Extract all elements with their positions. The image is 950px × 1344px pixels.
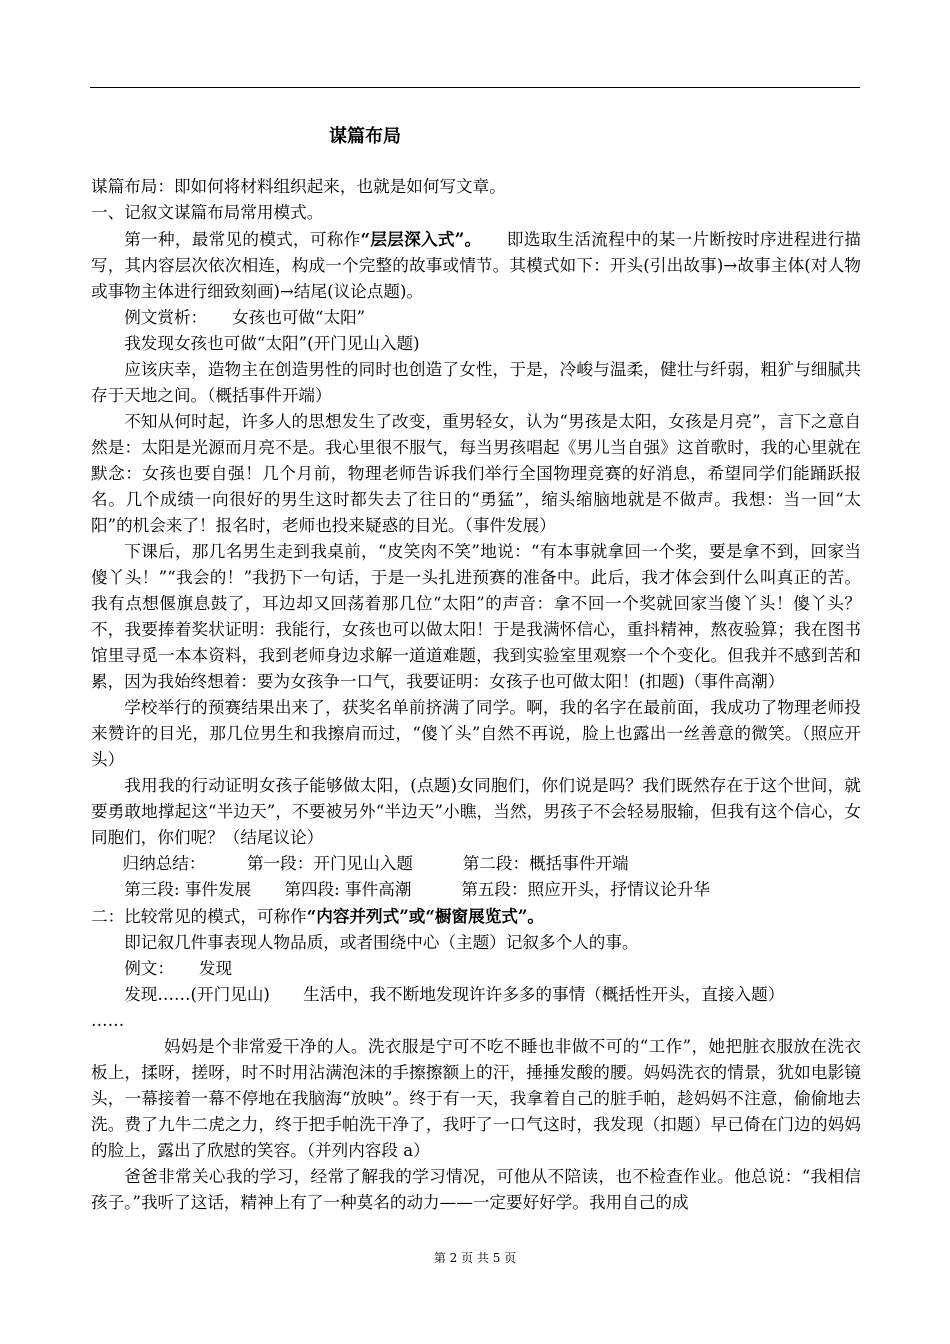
paragraph: 妈妈是个非常爱干净的人。洗衣服是宁可不吃不睡也非做不可的“工作”，她把脏衣服放在洗衣板上，揉呀，搓呀，时不时用沾满泡沫的手擦擦额上的汗，捶捶发酸的腰。妈妈洗衣的情景，犹如电影镜头，一幕接着一幕不停地在我脑海“放映”。终于有一天，我拿着自己的脏手帕，趁妈妈不注意，偷偷地去洗。费了九牛二虎之力，终于把手帕洗干净了，我吁了一口气这时，我发现（扣题）早已倚在门边的妈妈的脸上，露出了欣慰的笑容。（并列内容段 a）	[91, 1037, 861, 1160]
section-heading	[91, 903, 861, 930]
summary-line: 第三段: 事件发展 第四段: 事件高潮 第五段：照应开头，抒情议论升华	[124, 880, 711, 899]
bold-term: “内容并列式”或“橱窗展览式”。	[306, 906, 545, 926]
example-heading: 例文赏析： 女孩也可做“太阳”	[124, 308, 366, 327]
paragraph: 不知从何时起，许多人的思想发生了改变，重男轻女，认为“男孩是太阳，女孩是月亮”，言下之意自然是：太阳是光源而月亮不是。我心里很不服气，每当男孩唱起《男儿当自强》这首歌时，我的心里就在默念：女孩也要自强！几个月前，物理老师告诉我们举行全国物理竞赛的好消息，希望同学们能踊跃报名。几个成绩一向很好的男生这时都失去了往日的“勇猛”，缩头缩脑地就是不做声。我想：当一回“太阳”的机会来了！报名时，老师也投来疑惑的目光。（事件发展）	[91, 412, 861, 535]
document-body	[91, 174, 861, 1216]
paragraph: 我发现女孩也可做“太阳”(开门见山入题)	[124, 334, 420, 353]
bold-term: “层层深入式”。	[360, 229, 474, 249]
paragraph: 应该庆幸，造物主在创造男性的同时也创造了女性，于是，冷峻与温柔，健壮与纤弱，粗犷与细腻共存于天地之间。（概括事件开端）	[91, 360, 861, 405]
summary-line: 归纳总结： 第一段：开门见山入题 第二段：概括事件开端	[122, 854, 629, 873]
text-run: 二：比较常见的模式，可称作	[91, 907, 307, 926]
text-run: 即选取生活流程中的某一片断按时序进程进行描写，其内容层次依次相连，构成一个完整的故事或情节。其模式如下：开头(引出故事)→故事主体(对人物或事物主体进行细致刻画)→结尾(议论点题)。	[91, 230, 862, 301]
page-title: 谋篇布局	[329, 126, 401, 147]
paragraph: 发现……(开门见山) 生活中，我不断地发现许许多多的事情（概括性开头，直接入题）	[124, 985, 785, 1004]
page-footer: 第 2 页 共 5 页	[433, 1251, 517, 1265]
header-rule	[90, 87, 860, 88]
paragraph: 下课后，那几名男生走到我桌前，“皮笑肉不笑”地说：“有本事就拿回一个奖，要是拿不到，回家当傻丫头！”“我会的！”我扔下一句话，于是一头扎进预赛的准备中。此后，我才体会到什么叫真正的苦。我有点想偃旗息鼓了，耳边却又回荡着那几位“太阳”的声音：拿不回一个奖就回家当傻丫头！傻丫头？不，我要捧着奖状证明：我能行，女孩也可以做太阳！于是我满怀信心，重抖精神，熬夜验算；我在图书馆里寻觅一本本资料，我到老师身边求解一道道难题，我到实验室里观察一个个变化。但我并不感到苦和累，因为我始终想着：要为女孩争一口气，我要证明：女孩子也可做太阳！(扣题)（事件高潮）	[91, 542, 861, 691]
text-run: 第一种，最常见的模式，可称作	[124, 230, 361, 249]
paragraph: 谋篇布局：即如何将材料组织起来，也就是如何写文章。	[91, 177, 506, 196]
paragraph: 爸爸非常关心我的学习，经常了解我的学习情况，可他从不陪读，也不检查作业。他总说：“我相信孩子。”我听了这话，精神上有了一种莫名的动力——一定要好好学。我用自己的成	[91, 1167, 861, 1212]
paragraph: 学校举行的预赛结果出来了，获奖名单前挤满了同学。啊，我的名字在最前面，我成功了物理老师投来赞许的目光，那几位男生和我擦肩而过，“傻丫头”自然不再说，脸上也露出一丝善意的微笑。（照应开头）	[91, 698, 861, 769]
paragraph	[91, 226, 861, 305]
ellipsis-line: ……	[91, 1011, 125, 1030]
paragraph: 即记叙几件事表现人物品质，或者围绕中心（主题）记叙多个人的事。	[124, 933, 639, 952]
example-heading: 例文： 发现	[124, 959, 233, 978]
paragraph: 我用我的行动证明女孩子能够做太阳，(点题)女同胞们，你们说是吗？我们既然存在于这个世间，就要勇敢地撑起这“半边天”，不要被另外“半边天”小瞧，当然，男孩子不会轻易服输，但我有这个信心，女同胞们，你们呢？（结尾议论）	[91, 776, 861, 847]
section-heading: 一、记叙文谋篇布局常用模式。	[91, 203, 324, 222]
